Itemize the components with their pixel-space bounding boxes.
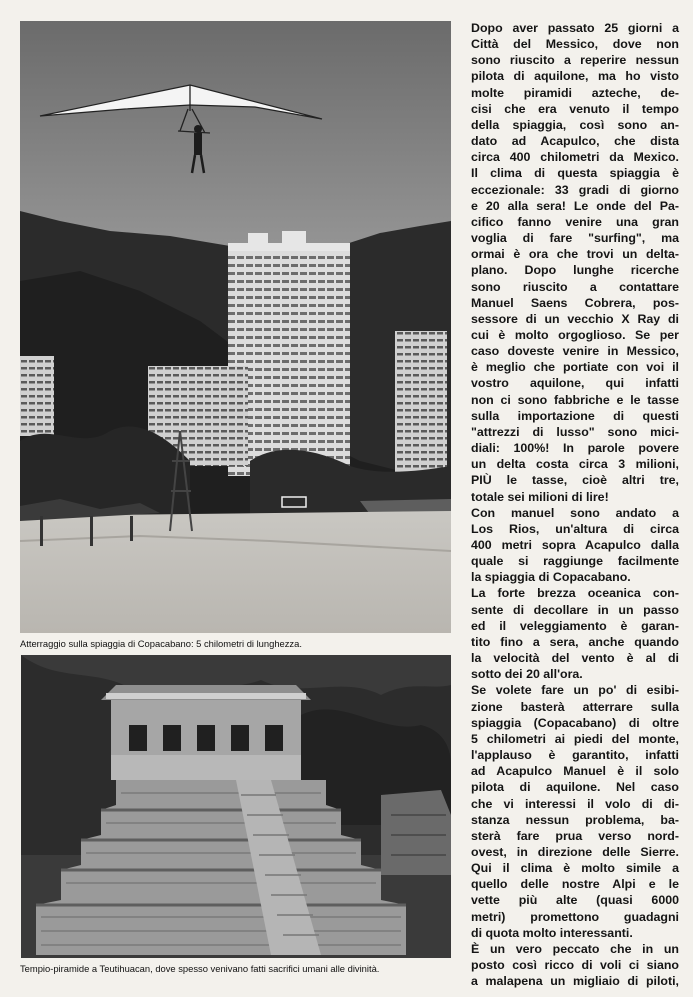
article-line: sulla importazione di questi: [471, 408, 679, 423]
article-line: quale si raggiunge facilmente: [471, 554, 679, 569]
article-line: quello delle nostre Alpi e le: [471, 877, 679, 892]
article-line: ormai è ora che trovi un delta-: [471, 247, 679, 262]
temple-photo: [21, 655, 451, 958]
article-line: zione basterà atterrare sulla: [471, 699, 679, 714]
article-line: Dopo aver passato 25 giorni a: [471, 21, 679, 35]
article-line: spiaggia (Copacabano) di oltre: [471, 715, 679, 730]
article-line: eccezionale: 33 gradi di giorno: [471, 182, 679, 197]
article-line: Los Rios, un'altura di circa: [471, 521, 679, 536]
article-line: metri) promettono guadagni: [471, 909, 679, 924]
article-line: che vi interessi il volo di di-: [471, 796, 679, 811]
article-line: la spiaggia di Copacabano.: [471, 570, 631, 585]
article-line: e 20 alla sera! Le onde del Pa-: [471, 198, 679, 213]
article-line: è meglio che portiate con voi il: [471, 360, 679, 375]
article-line: cui è molto orgoglioso. Se per: [471, 327, 679, 342]
article-line: ovest, in direzione delle Sierre.: [471, 844, 679, 859]
beach-photo-caption: Atterraggio sulla spiaggia di Copacabano: 5 chilometri di lunghezza.: [20, 638, 302, 649]
article-line: la velocità del vento è al di: [471, 651, 679, 666]
article-line: Città del Messico, dove non: [471, 37, 679, 52]
article-line: sotto dei 20 all'ora.: [471, 667, 583, 682]
article-line: "attrezzi di lusso" sono mici-: [471, 424, 679, 439]
article-line: posto così ricco di voli ci siano: [471, 958, 679, 973]
article-line: stanza nessun problema, ba-: [471, 812, 679, 827]
article-line: della spiaggia, così sono an-: [471, 117, 679, 132]
article-line: Con manuel sono andato a: [471, 505, 679, 520]
temple-photo-caption: Tempio-piramide a Teutihuacan, dove spesso venivano fatti sacrifici umani alle divinità.: [20, 963, 380, 974]
article-line: ed il veleggiamento è garan-: [471, 618, 679, 633]
article-line: La forte brezza oceanica con-: [471, 586, 679, 601]
article-line: l'applauso è garantito, infatti: [471, 748, 679, 763]
article-line: circa 400 chilometri da Mexico.: [471, 150, 679, 165]
article-line: un delta costa circa 3 milioni,: [471, 457, 679, 472]
article-line: È un vero peccato che in un: [471, 941, 679, 956]
beach-photo: [20, 21, 451, 633]
article-line: vette più alte (quasi 6000: [471, 893, 679, 908]
article-line: totale sei milioni di lire!: [471, 489, 609, 504]
article-line: Il clima di questa spiaggia è: [471, 166, 679, 181]
article-body: [471, 20, 679, 989]
article-line: vostro aquilone, qui infatti: [471, 376, 679, 391]
article-line: molte piramidi azteche, de-: [471, 85, 679, 100]
article-line: di quota molto interessanti.: [471, 925, 633, 940]
article-line: cisi che era venuto il tempo: [471, 101, 679, 116]
article-line: Qui il clima è molto simile a: [471, 861, 679, 876]
article-line: dato ad Acapulco, che dista: [471, 134, 679, 149]
article-line: voglia di fare "surfing", ma: [471, 231, 679, 246]
article-line: sente di decollare in un passo: [471, 602, 679, 617]
beach-photo-drawing: [20, 21, 451, 633]
article-line: 400 metri sopra Acapulco dalla: [471, 538, 679, 552]
article-line: tito fino a sera, anche quando: [471, 634, 679, 649]
article-line: Manuel Saens Cobrera, pos-: [471, 295, 679, 310]
article-line: sono riuscito a reperire nessun: [471, 53, 679, 68]
article-line: Se volete fare un po' di esibi-: [471, 683, 679, 698]
article-line: cifico fanno venire una gran: [471, 214, 679, 229]
article-line: non ci sono fabbriche e le tasse: [471, 392, 679, 407]
article-line: diali: 100%! In parole povere: [471, 441, 679, 456]
article-line: ad Acapulco Manuel è il solo: [471, 764, 679, 779]
article-line: pilota di aquilone. Nel caso: [471, 780, 679, 795]
article-line: sono riuscito a contattare: [471, 279, 679, 294]
article-line: PIÙ le tasse, cioè altri tre,: [471, 473, 679, 488]
article-line: pilota di aquilone, ma ho visto: [471, 69, 679, 84]
article-line: caso doveste venire in Messico,: [471, 344, 679, 359]
article-line: sessore di un vecchio X Ray di: [471, 311, 679, 326]
article-line: 5 chilometri ai piedi del monte,: [471, 731, 679, 746]
article-line: plano. Dopo lunghe ricerche: [471, 263, 679, 278]
article-line: sterà fare prua verso nord-: [471, 828, 679, 843]
temple-photo-drawing: [21, 655, 451, 958]
article-line: a malapena un migliaio di piloti,: [471, 974, 679, 989]
